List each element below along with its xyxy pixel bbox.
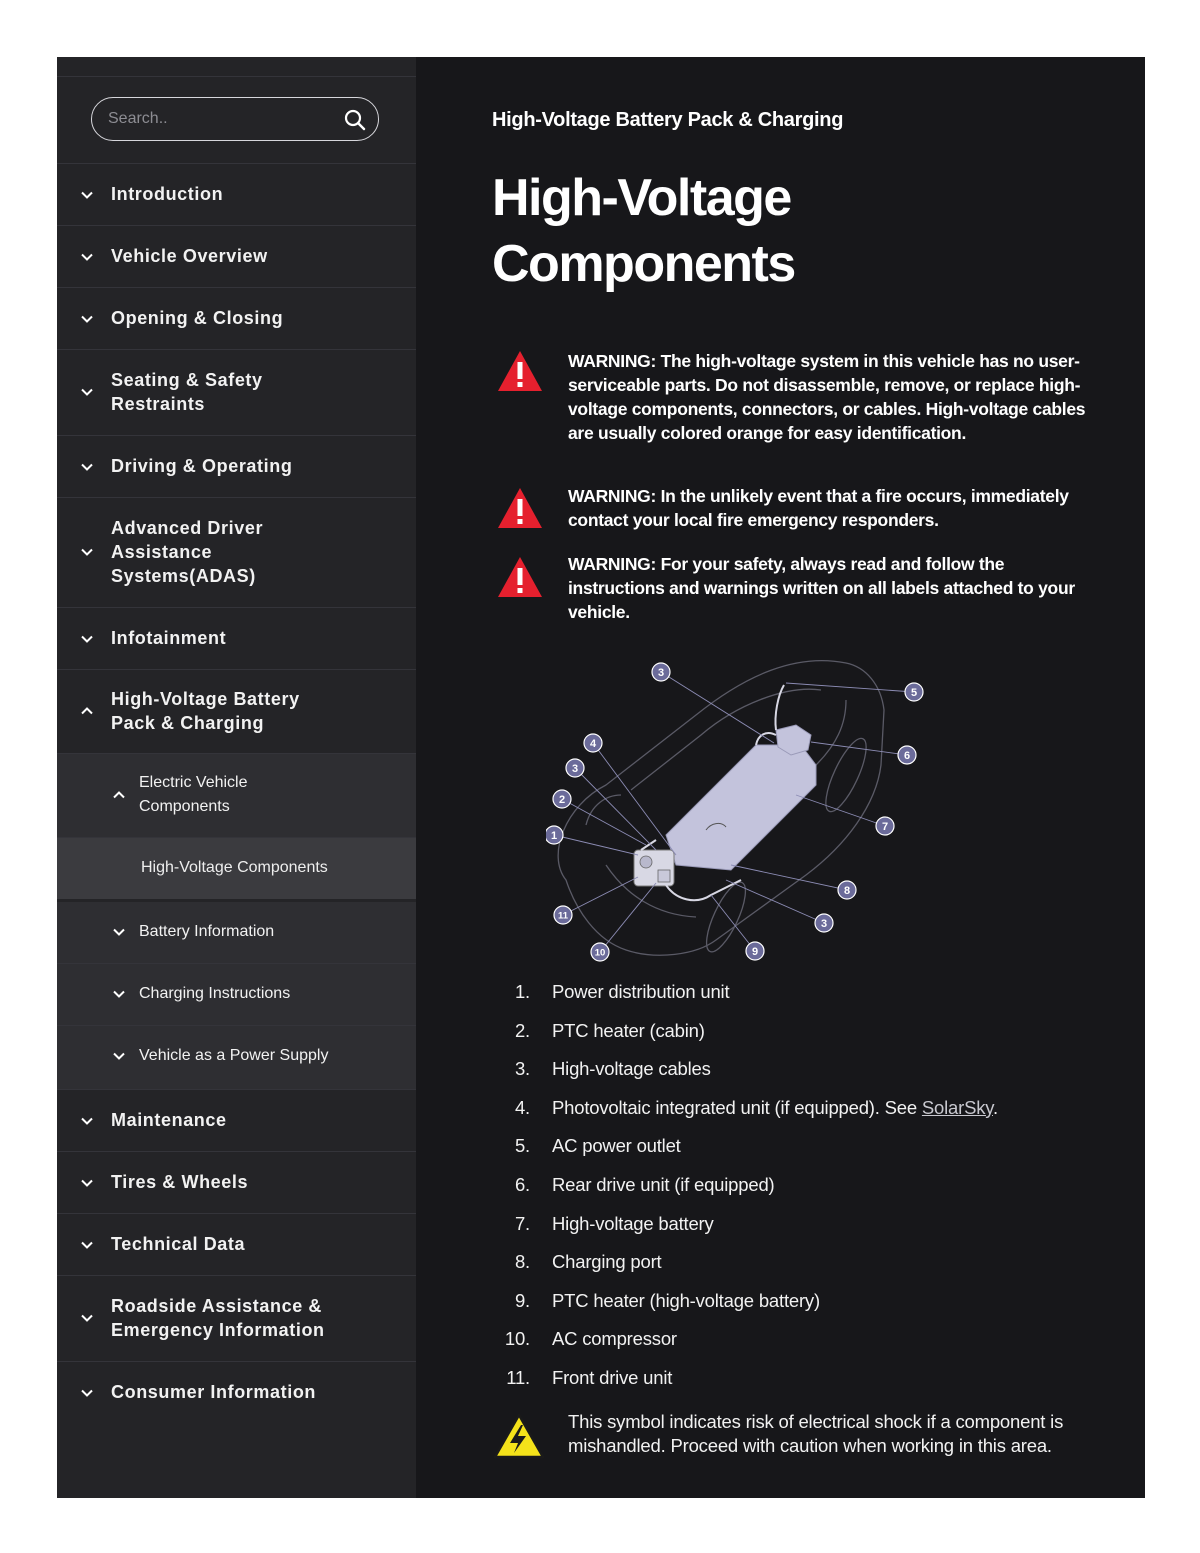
front-drive-unit [634,850,674,886]
svg-text:4: 4 [589,738,597,750]
sidebar-item-label: Maintenance [111,1110,227,1130]
list-item: 10. AC compressor [504,1328,677,1350]
page-title: High-Voltage Components [492,169,795,293]
sidebar-item-introduction[interactable] [57,163,416,225]
callout-7 [876,817,894,835]
list-item: 2. PTC heater (cabin) [514,1019,705,1041]
search-icon[interactable] [344,109,366,131]
callout-9 [746,942,764,960]
svg-text:3: 3 [820,918,828,930]
sidebar-item-label: Infotainment [111,628,227,648]
chevron-down-icon [112,987,126,1001]
warning-icon [496,486,544,530]
callout-1 [546,826,563,844]
sidebar-item-label: Roadside Assistance & Emergency Information [111,1296,325,1340]
chevron-down-icon [80,1386,94,1400]
svg-text:10: 10 [594,947,606,959]
callout-3c [815,914,833,932]
search-input[interactable] [108,107,328,131]
list-item: 5. AC power outlet [514,1135,681,1157]
vehicle-components-diagram [546,655,936,965]
callout-2 [553,790,571,808]
battery-pack [666,725,816,870]
sidebar-item-hv-components[interactable] [57,837,416,899]
warning-text: WARNING: For your safety, always read and follow the instructions and warnings written on all labels attached to your vehicle. [568,554,1075,622]
sidebar-item-driving-operating[interactable] [57,435,416,497]
svg-text:3: 3 [571,763,579,775]
chevron-down-icon [80,250,94,264]
callout-6 [898,746,916,764]
svg-text:3: 3 [657,667,665,679]
callout-4 [584,734,602,752]
sidebar [57,57,416,1498]
app-frame [57,57,1145,1498]
svg-text:8: 8 [843,885,851,897]
sidebar-item-hv-battery[interactable] [57,669,416,753]
sidebar-item-label: Consumer Information [111,1382,317,1402]
sidebar-item-consumer-information[interactable] [57,1361,416,1423]
sidebar-item-vehicle-overview[interactable] [57,225,416,287]
list-item: 4. Photovoltaic integrated unit (if equipped). See SolarSky. [514,1096,998,1118]
svg-text:11: 11 [557,910,569,922]
list-item: 1. Power distribution unit [514,981,730,1002]
callout-3b [652,663,670,681]
sidebar-item-infotainment[interactable] [57,607,416,669]
sidebar-item-label: Vehicle as a Power Supply [139,1047,329,1064]
chevron-down-icon [80,545,94,559]
list-item: 7. High-voltage battery [514,1212,714,1234]
sidebar-item-label: High-Voltage Components [141,859,328,876]
callout-10 [591,943,609,961]
svg-text:1: 1 [550,830,558,842]
callout-11 [554,906,572,924]
chevron-down-icon [80,1114,94,1128]
sidebar-item-label: Vehicle Overview [111,246,268,266]
sidebar-item-ev-components[interactable] [57,753,416,837]
sidebar-item-label: Battery Information [139,923,275,940]
sidebar-item-label: Electric Vehicle Components [139,774,248,815]
warning-text: WARNING: The high-voltage system in this vehicle has no user-serviceable parts. Do not disassemble, remove, or replace high-voltage components, connectors, or cables. High-voltage cables are usually colored orange for easy identification. [568,351,1086,443]
list-item: 6. Rear drive unit (if equipped) [514,1174,775,1195]
sidebar-item-label: Introduction [111,184,224,204]
chevron-down-icon [80,1238,94,1252]
solarsky-link[interactable]: SolarSky [921,1096,993,1118]
svg-text:5: 5 [910,687,918,699]
chevron-up-icon [112,788,126,802]
search-box[interactable] [91,97,379,141]
sidebar-item-roadside-assistance[interactable] [57,1275,416,1361]
breadcrumb[interactable]: High-Voltage Battery Pack & Charging [492,109,844,131]
chevron-down-icon [80,1176,94,1190]
warning-text: WARNING: In the unlikely event that a fire occurs, immediately contact your local fire emergency responders. [568,486,1069,530]
sidebar-item-label: Opening & Closing [111,308,284,328]
sidebar-item-label: Driving & Operating [111,456,293,476]
shock-note-text: This symbol indicates risk of electrical shock if a component is mishandled. Proceed with caution when working in this area. [568,1411,1064,1456]
list-item: 11. Front drive unit [506,1367,673,1388]
warning-icon [496,349,544,393]
sidebar-item-label: Technical Data [111,1234,246,1254]
callout-8 [838,881,856,899]
warning-icon [496,555,544,599]
list-item: 8. Charging port [514,1251,662,1273]
divider [57,76,416,77]
chevron-down-icon [80,312,94,326]
sidebar-item-label: Seating & Safety Restraints [111,370,263,414]
list-item: 3. High-voltage cables [514,1058,711,1080]
chevron-down-icon [112,925,126,939]
sidebar-item-label: Charging Instructions [139,985,291,1002]
chevron-down-icon [80,188,94,202]
sidebar-item-label: Tires & Wheels [111,1172,249,1192]
sidebar-item-tires-wheels[interactable] [57,1151,416,1213]
sidebar-item-charging-instructions[interactable] [57,963,416,1025]
sidebar-item-power-supply[interactable] [57,1025,416,1089]
sidebar-item-maintenance[interactable] [57,1089,416,1151]
svg-text:7: 7 [881,821,889,833]
sidebar-item-technical-data[interactable] [57,1213,416,1275]
chevron-down-icon [112,1049,126,1063]
chevron-down-icon [80,385,94,399]
chevron-down-icon [80,460,94,474]
main-content [416,57,1145,1498]
electric-shock-icon [492,1412,546,1460]
list-item: 9. PTC heater (high-voltage battery) [514,1289,820,1311]
sidebar-item-label: Advanced Driver Assistance Systems(ADAS) [111,518,264,586]
chevron-down-icon [80,632,94,646]
callout-3a [566,759,584,777]
svg-text:9: 9 [751,946,759,958]
svg-text:2: 2 [558,794,566,806]
sidebar-item-opening-closing[interactable] [57,287,416,349]
sidebar-item-label: High-Voltage Battery Pack & Charging [111,689,300,733]
callout-5 [905,683,923,701]
sidebar-item-adas[interactable] [57,497,416,607]
sidebar-item-battery-information[interactable] [57,899,416,963]
chevron-down-icon [80,1311,94,1325]
sidebar-item-seating-safety[interactable] [57,349,416,435]
svg-text:6: 6 [903,750,911,762]
chevron-up-icon [80,704,94,718]
